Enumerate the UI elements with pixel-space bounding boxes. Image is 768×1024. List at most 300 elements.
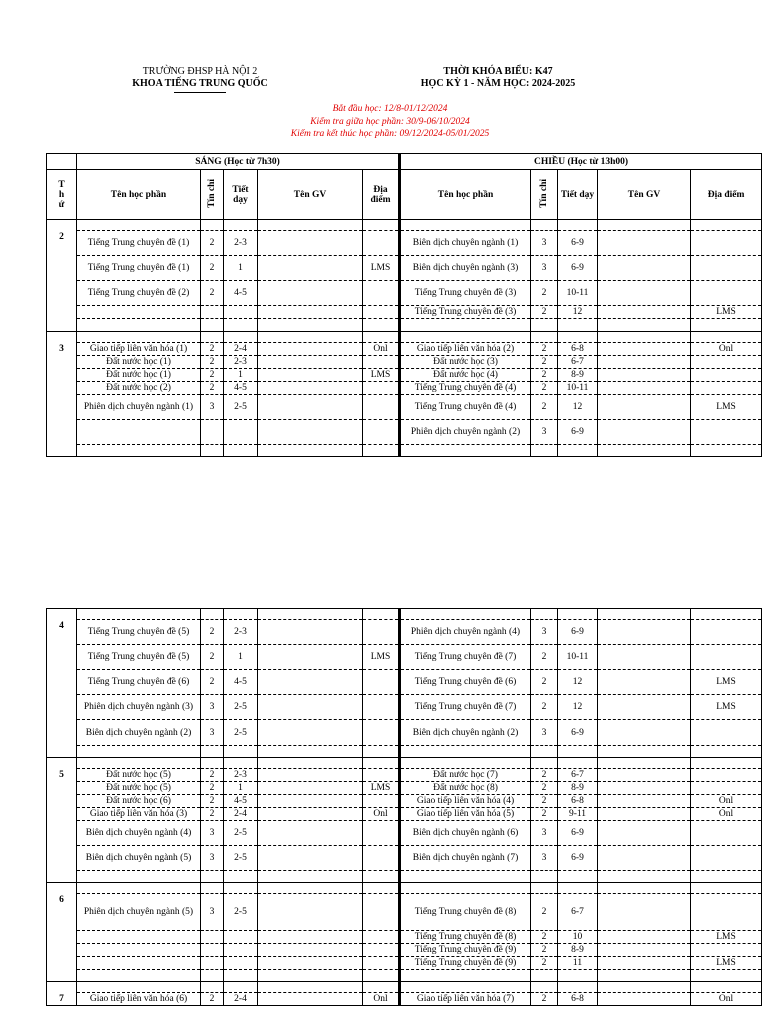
afternoon-period-cell: 6-9: [558, 420, 598, 445]
morning-location-cell: [363, 871, 400, 883]
morning-course-cell: Tiếng Trung chuyên đề (2): [77, 281, 201, 306]
table-row: [47, 871, 762, 883]
afternoon-teacher-cell: [598, 220, 691, 231]
afternoon-course-cell: Phiên dịch chuyên ngành (4): [400, 620, 531, 645]
afternoon-location-cell: Onl: [691, 795, 762, 808]
afternoon-period-cell: 6-8: [558, 343, 598, 356]
afternoon-period-cell: [558, 871, 598, 883]
timetable-title: THỜI KHÓA BIỂU: K47: [443, 66, 553, 77]
afternoon-credits-cell: 2: [531, 782, 558, 795]
table-row: [47, 957, 762, 970]
morning-teacher-cell: [258, 993, 363, 1006]
study-dates: Bắt đầu học: 12/8-01/12/2024: [332, 104, 448, 114]
morning-location-cell: [363, 746, 400, 758]
morning-period-cell: 2-3: [224, 620, 258, 645]
morning-teacher-cell: [258, 420, 363, 445]
morning-course-cell: [77, 420, 201, 445]
morning-teacher-cell: [258, 220, 363, 231]
afternoon-period-cell: [558, 332, 598, 343]
afternoon-period-header: Tiết dạy: [558, 170, 598, 220]
morning-period-cell: [224, 319, 258, 332]
afternoon-course-cell: Phiên dịch chuyên ngành (2): [400, 420, 531, 445]
morning-course-cell: Đất nước học (1): [77, 369, 201, 382]
afternoon-period-cell: 10-11: [558, 281, 598, 306]
morning-teacher-cell: [258, 356, 363, 369]
afternoon-credits-cell: 3: [531, 846, 558, 871]
afternoon-credits-cell: 2: [531, 670, 558, 695]
afternoon-course-cell: [400, 982, 531, 993]
table-row: [47, 808, 762, 821]
afternoon-credits-cell: 2: [531, 281, 558, 306]
afternoon-course-cell: [400, 445, 531, 457]
afternoon-location-cell: Onl: [691, 343, 762, 356]
afternoon-course-cell: Đất nước học (3): [400, 356, 531, 369]
afternoon-course-cell: Tiếng Trung chuyên đề (9): [400, 957, 531, 970]
morning-period-cell: [224, 332, 258, 343]
morning-period-cell: 2-5: [224, 894, 258, 931]
morning-teacher-cell: [258, 970, 363, 982]
morning-credits-cell: [201, 970, 224, 982]
afternoon-teacher-header: Tên GV: [598, 170, 691, 220]
morning-period-cell: 2-3: [224, 231, 258, 256]
morning-course-cell: Biên dịch chuyên ngành (4): [77, 821, 201, 846]
afternoon-teacher-cell: [598, 395, 691, 420]
afternoon-period-cell: [558, 445, 598, 457]
afternoon-period-cell: 11: [558, 957, 598, 970]
afternoon-course-header: Tên học phần: [400, 170, 531, 220]
day-cell: 6: [47, 883, 77, 982]
afternoon-course-cell: Tiếng Trung chuyên đề (4): [400, 395, 531, 420]
afternoon-teacher-cell: [598, 609, 691, 620]
morning-location-cell: [363, 281, 400, 306]
morning-credits-cell: [201, 319, 224, 332]
morning-teacher-cell: [258, 931, 363, 944]
morning-period-cell: [224, 746, 258, 758]
afternoon-course-cell: [400, 319, 531, 332]
morning-period-cell: [224, 420, 258, 445]
afternoon-period-cell: [558, 609, 598, 620]
afternoon-location-cell: [691, 746, 762, 758]
morning-course-cell: Đất nước học (5): [77, 769, 201, 782]
morning-teacher-cell: [258, 609, 363, 620]
afternoon-location-cell: [691, 319, 762, 332]
morning-period-cell: 2-5: [224, 846, 258, 871]
morning-period-cell: [224, 220, 258, 231]
morning-course-cell: Giao tiếp liên văn hóa (3): [77, 808, 201, 821]
morning-course-cell: [77, 220, 201, 231]
morning-location-cell: [363, 795, 400, 808]
morning-location-cell: [363, 720, 400, 746]
afternoon-course-cell: Tiếng Trung chuyên đề (9): [400, 944, 531, 957]
morning-course-cell: Đất nước học (1): [77, 356, 201, 369]
afternoon-course-cell: Biên dịch chuyên ngành (1): [400, 231, 531, 256]
morning-teacher-cell: [258, 746, 363, 758]
morning-teacher-cell: [258, 281, 363, 306]
morning-location-cell: [363, 821, 400, 846]
morning-teacher-cell: [258, 395, 363, 420]
morning-location-cell: [363, 846, 400, 871]
morning-location-cell: [363, 319, 400, 332]
afternoon-location-cell: [691, 883, 762, 894]
afternoon-course-cell: Tiếng Trung chuyên đề (7): [400, 645, 531, 670]
morning-period-cell: [224, 957, 258, 970]
afternoon-course-cell: [400, 746, 531, 758]
afternoon-period-cell: [558, 970, 598, 982]
afternoon-teacher-cell: [598, 420, 691, 445]
morning-course-cell: Đất nước học (5): [77, 782, 201, 795]
afternoon-course-cell: Đất nước học (8): [400, 782, 531, 795]
afternoon-teacher-cell: [598, 758, 691, 769]
afternoon-location-cell: [691, 871, 762, 883]
afternoon-period-cell: 10-11: [558, 645, 598, 670]
afternoon-credits-header: Tín chỉ: [531, 170, 558, 220]
afternoon-credits-cell: 2: [531, 894, 558, 931]
morning-credits-cell: [201, 883, 224, 894]
afternoon-period-cell: 10-11: [558, 382, 598, 395]
afternoon-teacher-cell: [598, 821, 691, 846]
afternoon-teacher-cell: [598, 382, 691, 395]
afternoon-teacher-cell: [598, 332, 691, 343]
afternoon-location-cell: [691, 256, 762, 281]
afternoon-location-cell: [691, 369, 762, 382]
afternoon-period-cell: 12: [558, 695, 598, 720]
afternoon-location-cell: LMS: [691, 931, 762, 944]
afternoon-credits-cell: 2: [531, 395, 558, 420]
morning-credits-cell: 2: [201, 356, 224, 369]
table-row: [47, 281, 762, 306]
morning-location-cell: Onl: [363, 343, 400, 356]
afternoon-course-cell: Biên dịch chuyên ngành (2): [400, 720, 531, 746]
table-row: [47, 931, 762, 944]
morning-period-cell: [224, 883, 258, 894]
afternoon-period-cell: [558, 883, 598, 894]
afternoon-course-cell: Biên dịch chuyên ngành (6): [400, 821, 531, 846]
morning-period-cell: [224, 982, 258, 993]
table-row: [47, 231, 762, 256]
afternoon-teacher-cell: [598, 695, 691, 720]
afternoon-credits-cell: 3: [531, 620, 558, 645]
morning-period-cell: 2-5: [224, 395, 258, 420]
morning-course-cell: Phiên dịch chuyên ngành (1): [77, 395, 201, 420]
morning-course-cell: [77, 970, 201, 982]
table-row: [47, 993, 762, 1006]
morning-course-cell: [77, 944, 201, 957]
afternoon-teacher-cell: [598, 846, 691, 871]
afternoon-credits-cell: [531, 319, 558, 332]
morning-course-cell: [77, 306, 201, 319]
morning-teacher-cell: [258, 982, 363, 993]
afternoon-course-cell: Giao tiếp liên văn hóa (5): [400, 808, 531, 821]
table-row: [47, 332, 762, 343]
table-row: [47, 758, 762, 769]
morning-credits-cell: [201, 931, 224, 944]
table-row: [47, 620, 762, 645]
morning-location-cell: LMS: [363, 256, 400, 281]
morning-credits-cell: 2: [201, 231, 224, 256]
table-row: [47, 356, 762, 369]
morning-period-cell: [224, 944, 258, 957]
afternoon-teacher-cell: [598, 894, 691, 931]
morning-location-cell: [363, 420, 400, 445]
table-row: [47, 769, 762, 782]
table-row: [47, 970, 762, 982]
morning-credits-cell: [201, 420, 224, 445]
school-name: TRƯỜNG ĐHSP HÀ NỘI 2: [142, 66, 258, 77]
morning-period-cell: [224, 445, 258, 457]
morning-location-cell: [363, 356, 400, 369]
morning-course-cell: Biên dịch chuyên ngành (5): [77, 846, 201, 871]
morning-course-cell: Biên dịch chuyên ngành (2): [77, 720, 201, 746]
morning-course-cell: [77, 758, 201, 769]
morning-location-cell: [363, 220, 400, 231]
morning-credits-cell: 2: [201, 993, 224, 1006]
afternoon-period-cell: 6-9: [558, 256, 598, 281]
afternoon-location-cell: [691, 821, 762, 846]
table-row: [47, 395, 762, 420]
table-row: [47, 670, 762, 695]
afternoon-credits-cell: 2: [531, 957, 558, 970]
afternoon-course-cell: Biên dịch chuyên ngành (3): [400, 256, 531, 281]
morning-course-cell: [77, 332, 201, 343]
morning-location-cell: LMS: [363, 782, 400, 795]
morning-course-cell: Tiếng Trung chuyên đề (5): [77, 645, 201, 670]
morning-period-cell: 2-5: [224, 720, 258, 746]
timetable-part-2: [46, 608, 762, 1006]
morning-credits-cell: 2: [201, 808, 224, 821]
afternoon-credits-cell: 2: [531, 993, 558, 1006]
afternoon-teacher-cell: [598, 769, 691, 782]
schedule-dates: [240, 103, 540, 141]
afternoon-period-cell: 12: [558, 306, 598, 319]
morning-credits-cell: 3: [201, 821, 224, 846]
afternoon-teacher-cell: [598, 782, 691, 795]
morning-location-cell: Onl: [363, 808, 400, 821]
morning-course-cell: Giao tiếp liên văn hóa (6): [77, 993, 201, 1006]
table-row: [47, 306, 762, 319]
afternoon-location-cell: [691, 769, 762, 782]
afternoon-credits-cell: 2: [531, 343, 558, 356]
afternoon-period-cell: 8-9: [558, 944, 598, 957]
morning-credits-cell: 2: [201, 281, 224, 306]
afternoon-location-cell: [691, 420, 762, 445]
table-row: [47, 445, 762, 457]
timetable-header: [388, 66, 608, 90]
afternoon-credits-cell: 2: [531, 769, 558, 782]
table-row: [47, 795, 762, 808]
morning-credits-cell: [201, 758, 224, 769]
afternoon-credits-cell: [531, 445, 558, 457]
afternoon-teacher-cell: [598, 645, 691, 670]
morning-location-header: Địa điểm: [363, 170, 400, 220]
afternoon-teacher-cell: [598, 970, 691, 982]
afternoon-period-cell: 6-7: [558, 356, 598, 369]
afternoon-teacher-cell: [598, 256, 691, 281]
morning-course-cell: [77, 883, 201, 894]
afternoon-location-cell: [691, 982, 762, 993]
afternoon-location-cell: [691, 620, 762, 645]
afternoon-course-cell: [400, 970, 531, 982]
morning-credits-cell: [201, 957, 224, 970]
afternoon-location-cell: [691, 382, 762, 395]
afternoon-location-cell: LMS: [691, 306, 762, 319]
morning-teacher-cell: [258, 319, 363, 332]
afternoon-teacher-cell: [598, 993, 691, 1006]
afternoon-course-cell: Tiếng Trung chuyên đề (8): [400, 931, 531, 944]
morning-credits-cell: 2: [201, 369, 224, 382]
morning-location-cell: [363, 970, 400, 982]
afternoon-location-cell: [691, 894, 762, 931]
morning-period-cell: 2-4: [224, 343, 258, 356]
afternoon-credits-cell: 2: [531, 369, 558, 382]
afternoon-credits-cell: [531, 883, 558, 894]
afternoon-period-cell: 6-9: [558, 821, 598, 846]
morning-teacher-cell: [258, 782, 363, 795]
morning-location-cell: [363, 758, 400, 769]
morning-teacher-cell: [258, 808, 363, 821]
morning-location-cell: [363, 670, 400, 695]
morning-credits-cell: 2: [201, 645, 224, 670]
morning-location-cell: [363, 382, 400, 395]
table-row: [47, 894, 762, 931]
afternoon-location-cell: [691, 356, 762, 369]
afternoon-teacher-cell: [598, 670, 691, 695]
table-row: [47, 821, 762, 846]
afternoon-course-cell: [400, 871, 531, 883]
morning-period-cell: 2-3: [224, 356, 258, 369]
afternoon-location-header: Địa điểm: [691, 170, 762, 220]
morning-teacher-cell: [258, 231, 363, 256]
morning-location-cell: [363, 883, 400, 894]
afternoon-period-cell: 6-8: [558, 993, 598, 1006]
afternoon-period-cell: 12: [558, 670, 598, 695]
morning-teacher-cell: [258, 382, 363, 395]
morning-credits-cell: 2: [201, 620, 224, 645]
morning-credits-cell: 3: [201, 894, 224, 931]
afternoon-location-cell: Onl: [691, 808, 762, 821]
afternoon-teacher-cell: [598, 343, 691, 356]
morning-period-cell: 2-3: [224, 769, 258, 782]
table-row: [47, 720, 762, 746]
afternoon-period-cell: 6-7: [558, 894, 598, 931]
morning-teacher-cell: [258, 695, 363, 720]
morning-period-cell: [224, 871, 258, 883]
afternoon-course-cell: Giao tiếp liên văn hóa (2): [400, 343, 531, 356]
timetable-part-1: [46, 153, 762, 457]
morning-teacher-cell: [258, 620, 363, 645]
morning-location-cell: [363, 957, 400, 970]
afternoon-location-cell: [691, 445, 762, 457]
afternoon-course-cell: Đất nước học (7): [400, 769, 531, 782]
afternoon-course-cell: Tiếng Trung chuyên đề (3): [400, 281, 531, 306]
morning-credits-header: Tín chỉ: [201, 170, 224, 220]
afternoon-credits-cell: [531, 871, 558, 883]
morning-credits-cell: 2: [201, 256, 224, 281]
morning-teacher-cell: [258, 795, 363, 808]
morning-location-cell: [363, 445, 400, 457]
afternoon-credits-cell: 3: [531, 821, 558, 846]
morning-teacher-cell: [258, 445, 363, 457]
morning-credits-cell: 2: [201, 769, 224, 782]
afternoon-teacher-cell: [598, 944, 691, 957]
morning-period-header: Tiết dạy: [224, 170, 258, 220]
morning-period-cell: 1: [224, 645, 258, 670]
morning-period-cell: [224, 931, 258, 944]
morning-credits-cell: 3: [201, 846, 224, 871]
table-row: [47, 220, 762, 231]
morning-course-cell: Phiên dịch chuyên ngành (3): [77, 695, 201, 720]
afternoon-course-cell: Tiếng Trung chuyên đề (4): [400, 382, 531, 395]
header-underline: [174, 92, 226, 93]
afternoon-location-cell: [691, 609, 762, 620]
morning-teacher-cell: [258, 894, 363, 931]
afternoon-teacher-cell: [598, 620, 691, 645]
morning-teacher-cell: [258, 957, 363, 970]
afternoon-credits-cell: 2: [531, 795, 558, 808]
morning-teacher-header: Tên GV: [258, 170, 363, 220]
afternoon-location-cell: [691, 944, 762, 957]
morning-location-cell: [363, 231, 400, 256]
morning-credits-cell: 3: [201, 395, 224, 420]
afternoon-teacher-cell: [598, 931, 691, 944]
afternoon-credits-cell: 2: [531, 645, 558, 670]
afternoon-location-cell: LMS: [691, 695, 762, 720]
morning-teacher-cell: [258, 720, 363, 746]
table-row: [47, 944, 762, 957]
afternoon-teacher-cell: [598, 720, 691, 746]
afternoon-credits-cell: 2: [531, 931, 558, 944]
morning-period-cell: 2-4: [224, 808, 258, 821]
morning-course-cell: [77, 609, 201, 620]
morning-location-cell: [363, 894, 400, 931]
morning-course-header: Tên học phần: [77, 170, 201, 220]
day-column-header: T h ứ: [47, 170, 77, 220]
afternoon-period-cell: 6-8: [558, 795, 598, 808]
morning-course-cell: [77, 871, 201, 883]
midterm-dates: Kiểm tra giữa học phần: 30/9-06/10/2024: [310, 116, 470, 127]
afternoon-credits-cell: 3: [531, 720, 558, 746]
morning-teacher-cell: [258, 846, 363, 871]
afternoon-teacher-cell: [598, 281, 691, 306]
afternoon-period-cell: [558, 220, 598, 231]
day-cell: 2: [47, 220, 77, 332]
table-row: [47, 369, 762, 382]
afternoon-location-cell: [691, 281, 762, 306]
morning-course-cell: Tiếng Trung chuyên đề (1): [77, 231, 201, 256]
afternoon-teacher-cell: [598, 445, 691, 457]
afternoon-teacher-cell: [598, 957, 691, 970]
afternoon-period-cell: 9-11: [558, 808, 598, 821]
header-blank: [47, 154, 77, 170]
morning-course-cell: [77, 957, 201, 970]
afternoon-credits-cell: 2: [531, 382, 558, 395]
afternoon-teacher-cell: [598, 883, 691, 894]
afternoon-period-cell: 6-9: [558, 620, 598, 645]
afternoon-credits-cell: [531, 970, 558, 982]
afternoon-credits-cell: 2: [531, 695, 558, 720]
afternoon-location-cell: [691, 758, 762, 769]
morning-credits-cell: 2: [201, 343, 224, 356]
morning-period-cell: 4-5: [224, 795, 258, 808]
final-exam-dates: Kiểm tra kết thúc học phần: 09/12/2024-05/01/2025: [290, 129, 490, 139]
afternoon-period-cell: 6-9: [558, 231, 598, 256]
afternoon-credits-cell: 3: [531, 420, 558, 445]
morning-teacher-cell: [258, 758, 363, 769]
faculty-name: KHOA TIẾNG TRUNG QUỐC: [132, 78, 268, 89]
afternoon-course-cell: [400, 758, 531, 769]
afternoon-teacher-cell: [598, 306, 691, 319]
afternoon-period-cell: 6-9: [558, 720, 598, 746]
morning-course-cell: [77, 982, 201, 993]
